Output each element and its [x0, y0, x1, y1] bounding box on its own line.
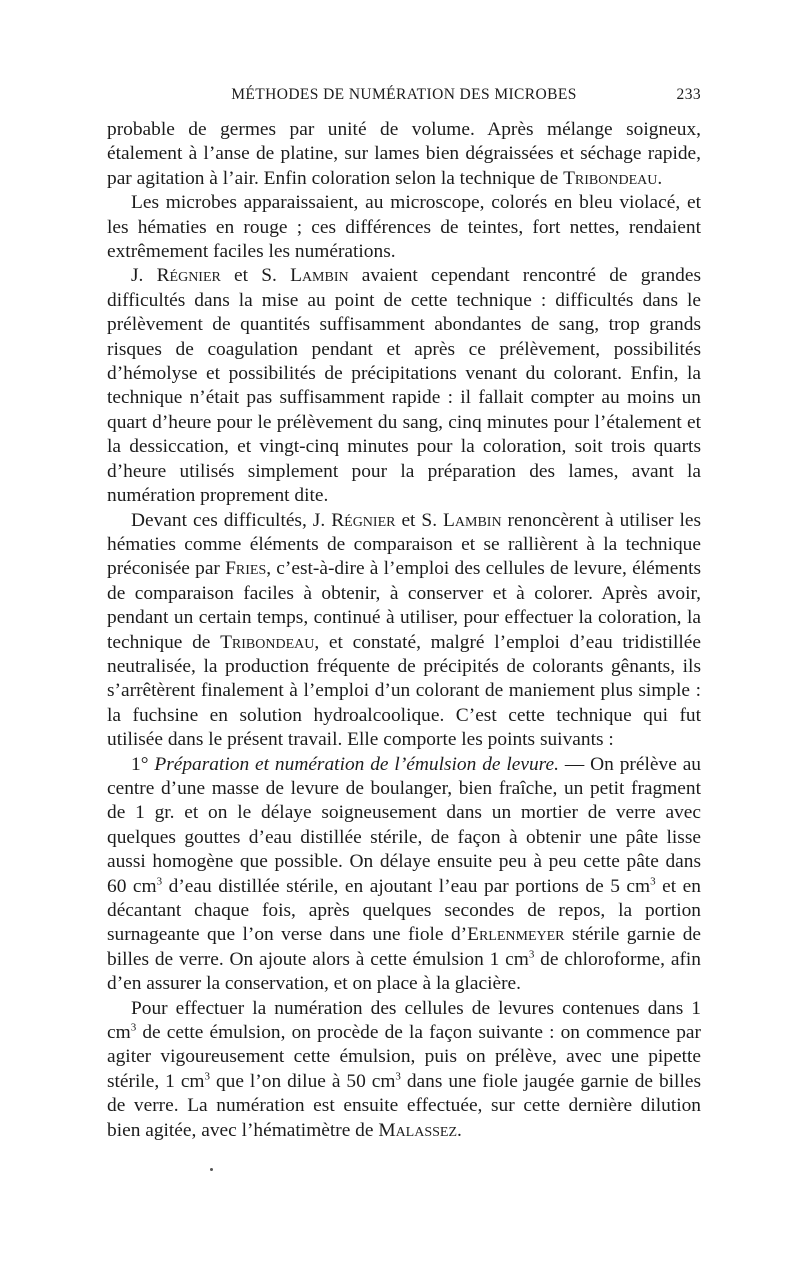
paragraph	[107, 118, 701, 191]
text-run: J.	[131, 265, 157, 287]
page-number: 233	[676, 86, 701, 103]
superscript: 3	[204, 1070, 211, 1083]
running-title: MÉTHODES DE NUMÉRATION DES MICROBES	[231, 86, 577, 103]
paragraph	[107, 753, 701, 997]
text-run: .	[657, 167, 663, 189]
name-small-caps: Tribondeau	[563, 167, 658, 189]
text-run: Les microbes apparaissaient, au microscope, colorés en bleu violacé, et les hématies en rouge ; ces différences de teintes, fort nettes, rendaient extrêmement faciles les numérations.	[107, 192, 701, 263]
paragraph	[107, 997, 701, 1143]
text-run: de cette émulsion, on procède de la façon suivante : on commence par agiter vigoureusement cette émulsion, puis on prélève, avec une pipette stérile, 1 cm	[107, 1022, 701, 1092]
paragraph	[107, 264, 701, 508]
text-run: — On prélève au centre d’une masse de levure de boulanger, bien fraîche, un petit fragment de 1 gr. et on le délaye soigneusement dans un mortier de verre avec quelques gouttes d’eau distillée stérile, de façon à obtenir une pâte lisse aussi homogène que possible. On délaye ensuite peu à peu cette pâte dans 60 cm	[107, 753, 701, 897]
ink-speck	[210, 1168, 213, 1171]
text-run: renoncèrent à utiliser les hématies comme éléments de comparaison et se rallièrent à la technique préconisée par	[107, 509, 702, 580]
name-small-caps: Régnier	[156, 265, 221, 287]
text-run: dans une fiole jaugée garnie de billes de verre. La numération est ensuite effectuée, sur cette dernière dilution bien agitée, avec l’hématimètre de	[107, 1070, 701, 1141]
superscript: 3	[130, 1021, 137, 1034]
text-run: d’eau distillée stérile, en ajoutant l’eau par portions de 5 cm	[162, 875, 651, 897]
superscript: 3	[156, 875, 163, 888]
text-run: probable de germes par unité de volume. Après mélange soigneux, étalement à l’anse de platine, sur lames bien dégraissées et séchage rapide, par agitation à l’air. Enfin coloration selon la technique de	[107, 119, 701, 189]
paragraph	[107, 191, 701, 264]
name-small-caps: Erlenmeyer	[467, 924, 565, 946]
superscript: 3	[395, 1070, 401, 1083]
name-small-caps: Tribondeau	[220, 631, 315, 653]
superscript: 3	[528, 948, 535, 961]
text-run: et en décantant chaque fois, après quelques secondes de repos, la portion surnageante que l’on verse dans une fiole d’	[107, 875, 701, 946]
text-run: avaient cependant rencontré de grandes difficultés dans la mise au point de cette technique : difficultés dans le prélèvement de quantités suffisamment abondantes de sang, trop grands risques de coagulation pendant et après ce prélèvement, possibilités d’hémolyse et possibilités de précipitations venant du colorant. Enfin, la technique n’était pas suffisamment rapide : il fallait compter au moins un quart d’heure pour le prélèvement du sang, cinq minutes pour l’étalement et la dessiccation, et vingt-cinq minutes pour la coloration, soit trois quarts d’heure utilisés simplement pour la préparation des lames, avant la numération proprement dite.	[107, 265, 701, 507]
running-head	[107, 86, 701, 110]
body-text	[107, 118, 701, 1143]
text-run: et S.	[220, 265, 291, 287]
text-run: Pour effectuer la numération des cellules de levures contenues dans 1 cm	[107, 997, 701, 1044]
text-run: stérile garnie de billes de verre. On ajoute alors à cette émulsion 1 cm	[107, 924, 702, 970]
text-run: , c’est-à-dire à l’emploi des cellules de levure, éléments de comparaison faciles à obtenir, à conserver et à colorer. Après avoir, pendant un certain temps, continué à utiliser, pour effectuer la coloration, la technique de	[107, 558, 702, 653]
paragraph	[107, 509, 701, 753]
italic-heading: Préparation et numération de l’émulsion de levure.	[154, 753, 559, 775]
text-run: 1°	[131, 753, 155, 775]
text-run: de chloroforme, afin d’en assurer la conservation, et on place à la glacière.	[107, 948, 701, 995]
superscript: 3	[650, 875, 656, 888]
name-small-caps: Malassez	[378, 1119, 458, 1141]
name-small-caps: Régnier	[331, 509, 396, 531]
text-run: , et constaté, malgré l’emploi d’eau tridistillée neutralisée, la production fréquente de précipités de colorants gênants, ils s’arrêtèrent finalement à l’emploi d’un colorant de maniement plus simple : la fuchsine en solution hydroalcoolique. C’est cette technique qui fut utilisée dans le présent travail. Elle comporte les points suivants :	[107, 631, 701, 751]
name-small-caps: Lambin	[290, 265, 349, 287]
name-small-caps: Lambin	[443, 509, 502, 531]
text-run: Devant ces difficultés, J.	[131, 509, 332, 531]
text-run: et S.	[395, 509, 444, 531]
text-run: .	[457, 1119, 462, 1141]
text-run: que l’on dilue à 50 cm	[210, 1070, 396, 1092]
name-small-caps: Fries	[225, 558, 267, 580]
